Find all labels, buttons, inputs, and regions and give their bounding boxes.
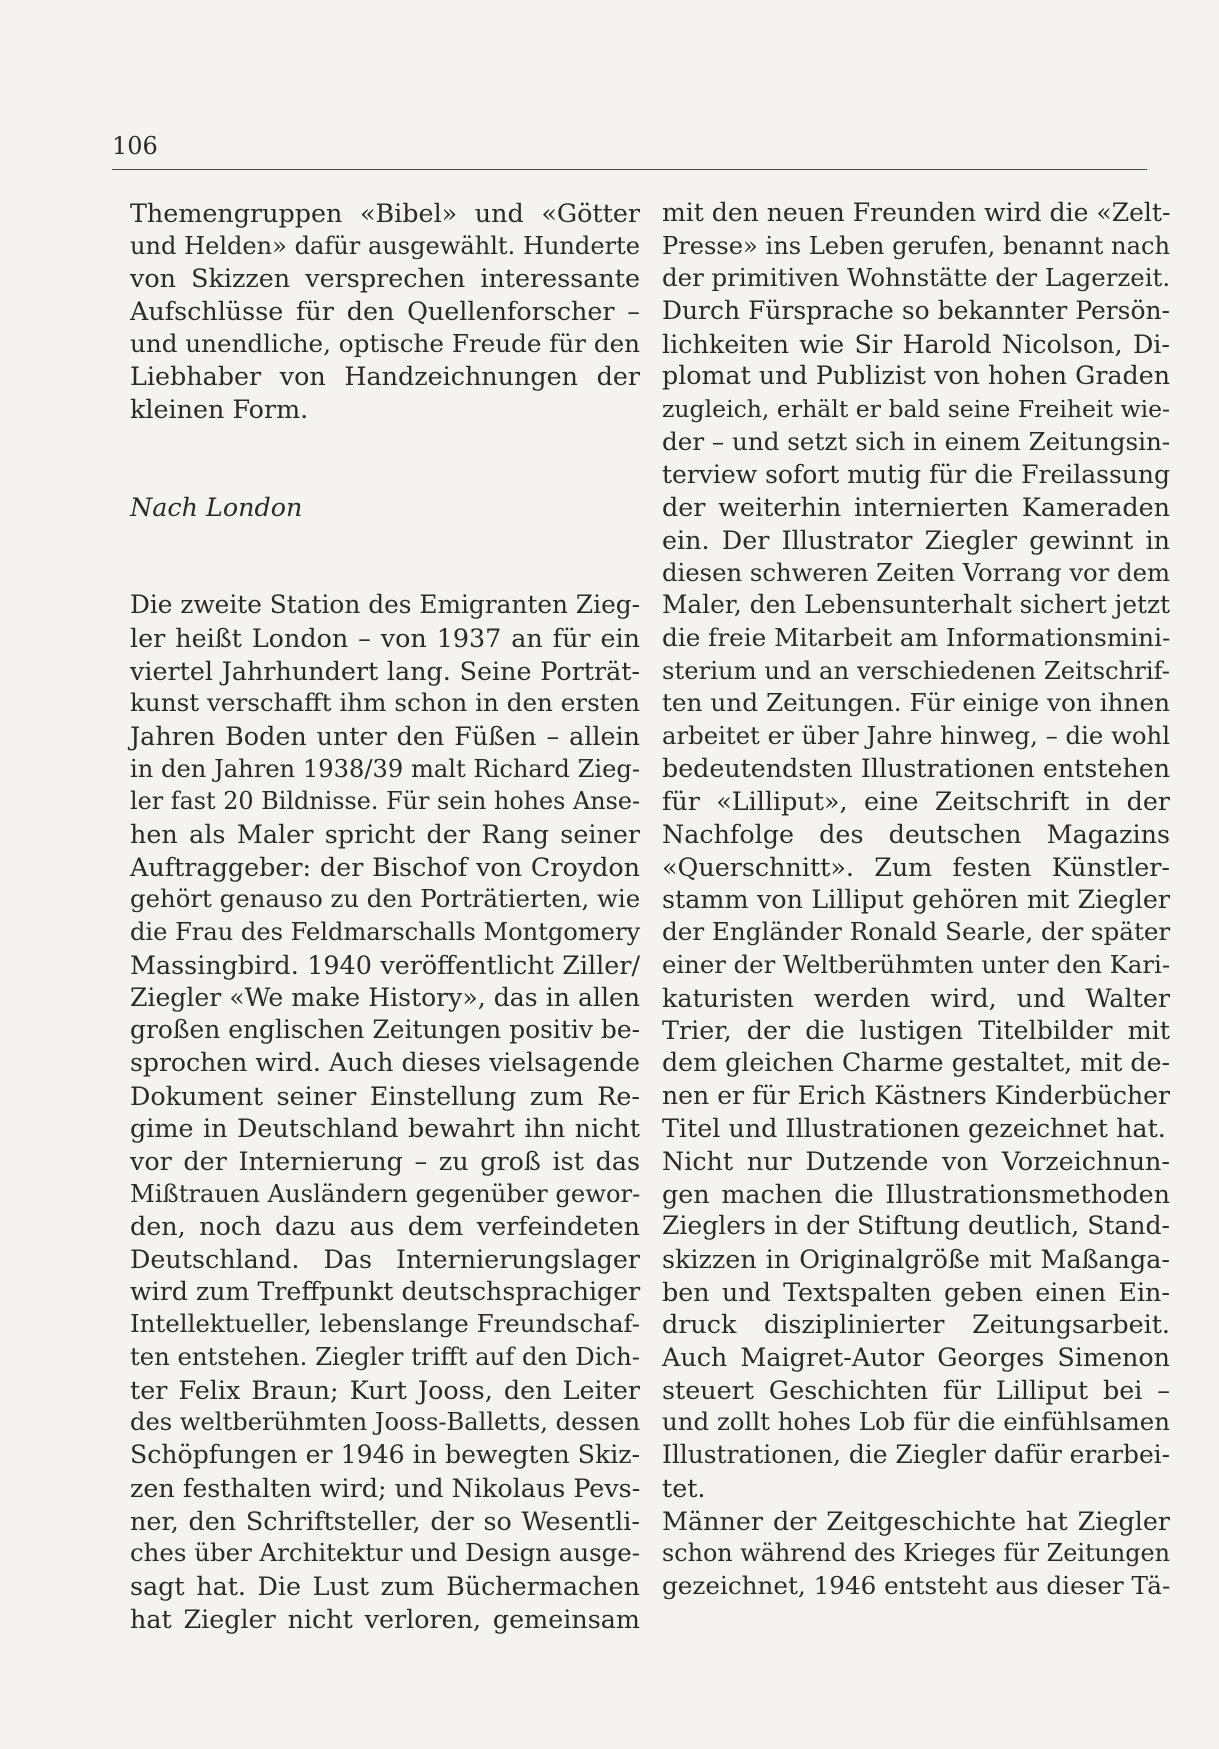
text-line: und Helden» dafür ausgewählt. Hunderte — [130, 231, 640, 260]
text-line: arbeitet er über Jahre hinweg, – die wohl — [662, 721, 1170, 750]
text-line: plomat und Publizist von hohen Graden — [662, 361, 1170, 391]
text-line: skizzen in Originalgröße mit Maßanga- — [662, 1244, 1170, 1274]
text-line: und unendliche, optische Freude für den — [130, 328, 640, 358]
text-line: Deutschland. Das Internierungslager — [130, 1244, 640, 1274]
text-line: Ziegler «We make History», das in allen — [130, 982, 640, 1012]
text-line: ben und Textspalten geben einen Ein- — [662, 1276, 1170, 1307]
text-line: vor der Internierung – zu groß ist das — [130, 1145, 640, 1176]
text-line: Themengruppen «Bibel» und «Götter — [130, 198, 640, 228]
text-line: ten und Zeitungen. Für einige von ihnen — [662, 688, 1170, 718]
text-line: kleinen Form. — [130, 394, 309, 425]
text-line: viertel Jahrhundert lang. Seine Porträt- — [130, 655, 640, 686]
text-line: großen englischen Zeitungen positiv be- — [130, 1015, 640, 1045]
text-line: terview sofort mutig für die Freilassung — [662, 459, 1170, 489]
paragraph — [662, 1145, 1170, 1505]
text-line: einer der Weltberühmten unter den Kari- — [662, 949, 1171, 979]
text-line: tet. — [662, 1472, 706, 1503]
text-line: Dokument seiner Einstellung zum Re- — [130, 1080, 640, 1111]
text-line: lichkeiten wie Sir Harold Nicolson, Di- — [662, 328, 1170, 359]
text-line: in den Jahren 1938/39 malt Richard Zieg- — [130, 754, 640, 783]
text-line: Durch Fürsprache so bekannter Persön- — [662, 296, 1170, 326]
text-line: ler fast 20 Bildnisse. Für sein hohes Anse- — [130, 787, 640, 816]
text-line: Massingbird. 1940 veröffentlicht Ziller/ — [130, 949, 640, 980]
text-line: des weltberühmten Jooss-Balletts, dessen — [130, 1408, 641, 1437]
text-line: den, noch dazu aus dem verfeindeten — [130, 1211, 640, 1242]
text-line: mit den neuen Freunden wird die «Zelt- — [662, 198, 1171, 227]
text-line: gehört genauso zu den Porträtierten, wie — [130, 884, 641, 914]
text-line: der weiterhin internierten Kameraden — [662, 492, 1170, 523]
text-line: dem gleichen Charme gestaltet, mit de- — [662, 1047, 1171, 1077]
page-number: 106 — [112, 132, 158, 160]
text-line: hat Ziegler nicht verloren, gemeinsam — [130, 1603, 640, 1634]
right-column — [662, 197, 1170, 1603]
text-line: Presse» ins Leben gerufen, benannt nach — [662, 231, 1170, 260]
text-line: ter Felix Braun; Kurt Jooss, den Leiter — [130, 1374, 640, 1405]
text-line: Die zweite Station des Emigranten Zieg- — [130, 590, 640, 620]
text-line: der – und setzt sich in einem Zeitungsin- — [662, 426, 1171, 456]
text-line: Maler, den Lebensunterhalt sichert jetzt — [662, 590, 1170, 620]
text-line: schon während des Krieges für Zeitungen — [662, 1539, 1170, 1568]
text-line: Trier, der die lustigen Titelbilder mit — [662, 1015, 1170, 1046]
text-line: ler heißt London – von 1937 an für ein — [130, 622, 640, 653]
paragraph — [130, 197, 640, 426]
text-line: ches über Architektur und Design ausge- — [130, 1538, 640, 1568]
text-line: Männer der Zeitgeschichte hat Ziegler — [662, 1505, 1170, 1536]
text-line: zen festhalten wird; und Nikolaus Pevs- — [130, 1472, 641, 1503]
text-line: nen er für Erich Kästners Kinderbücher — [662, 1080, 1170, 1110]
text-line: zugleich, erhält er bald seine Freiheit wie- — [662, 395, 1170, 424]
text-line: ein. Der Illustrator Ziegler gewinnt in — [662, 524, 1170, 555]
text-line: wird zum Treffpunkt deutschsprachiger — [130, 1276, 641, 1306]
text-line: Titel und Illustrationen gezeichnet hat. — [662, 1113, 1166, 1144]
text-line: Intellektueller, lebenslange Freundschaf- — [130, 1309, 640, 1339]
text-line: Auch Maigret-Autor Georges Simenon — [662, 1342, 1170, 1373]
text-line: Schöpfungen er 1946 in bewegten Skiz- — [130, 1440, 640, 1470]
text-line: diesen schweren Zeiten Vorrang vor dem — [662, 557, 1170, 587]
text-line: Nachfolge des deutschen Magazins — [662, 819, 1170, 850]
text-line: gime in Deutschland bewahrt ihn nicht — [130, 1113, 640, 1144]
text-line: der Engländer Ronald Searle, der später — [662, 917, 1171, 947]
text-line: Aufschlüsse für den Quellenforscher – — [130, 296, 640, 327]
text-line: ten entstehen. Ziegler trifft auf den Dich- — [130, 1342, 640, 1372]
text-line: hen als Maler spricht der Rang seiner — [130, 819, 640, 850]
text-line: und zollt hohes Lob für die einfühlsamen — [662, 1407, 1170, 1437]
text-line: sterium und an verschiedenen Zeitschrif- — [662, 655, 1170, 685]
text-line: die freie Mitarbeit am Informationsmini- — [662, 622, 1171, 652]
text-line: Nicht nur Dutzende von Vorzeichnun- — [662, 1145, 1170, 1176]
section-heading: Nach London — [130, 492, 303, 523]
text-line: katuristen werden wird, und Walter — [662, 982, 1170, 1013]
text-line: stamm von Lilliput gehören mit Ziegler — [662, 884, 1170, 915]
text-line: Jahren Boden unter den Füßen – allein — [130, 721, 640, 751]
text-line: ner, den Schriftsteller, der so Wesentli- — [130, 1505, 640, 1536]
text-line: Mißtrauen Ausländern gegenüber gewor- — [130, 1179, 641, 1208]
text-line: gezeichnet, 1946 entsteht aus dieser Tä- — [662, 1570, 1171, 1600]
text-line: «Querschnitt». Zum festen Künstler- — [662, 851, 1170, 882]
paragraph — [130, 589, 640, 1635]
paragraph — [662, 197, 1170, 1145]
paragraph — [662, 1505, 1170, 1603]
text-line: Illustrationen, die Ziegler dafür erarbei- — [662, 1440, 1171, 1470]
text-line: kunst verschafft ihm schon in den ersten — [130, 688, 640, 718]
text-line: bedeutendsten Illustrationen entstehen — [662, 753, 1170, 783]
text-line: steuert Geschichten für Lilliput bei – — [662, 1374, 1170, 1405]
text-line: Zieglers in der Stiftung deutlich, Stand- — [662, 1211, 1170, 1241]
text-line: sprochen wird. Auch dieses vielsagende — [130, 1047, 640, 1077]
text-line: von Skizzen versprechen interessante — [130, 263, 640, 294]
header-rule — [112, 169, 1147, 170]
text-line: für «Lilliput», eine Zeitschrift in der — [662, 786, 1170, 817]
text-line: sagt hat. Die Lust zum Büchermachen — [130, 1570, 640, 1601]
text-line: Auftraggeber: der Bischof von Croydon — [130, 851, 640, 882]
text-line: gen machen die Illustrationsmethoden — [662, 1178, 1170, 1209]
text-line: Liebhaber von Handzeichnungen der — [130, 361, 640, 392]
text-line: druck disziplinierter Zeitungsarbeit. — [662, 1309, 1170, 1340]
text-line: der primitiven Wohnstätte der Lagerzeit. — [662, 263, 1171, 293]
left-column — [130, 197, 640, 1635]
text-line: die Frau des Feldmarschalls Montgomery — [130, 918, 641, 947]
